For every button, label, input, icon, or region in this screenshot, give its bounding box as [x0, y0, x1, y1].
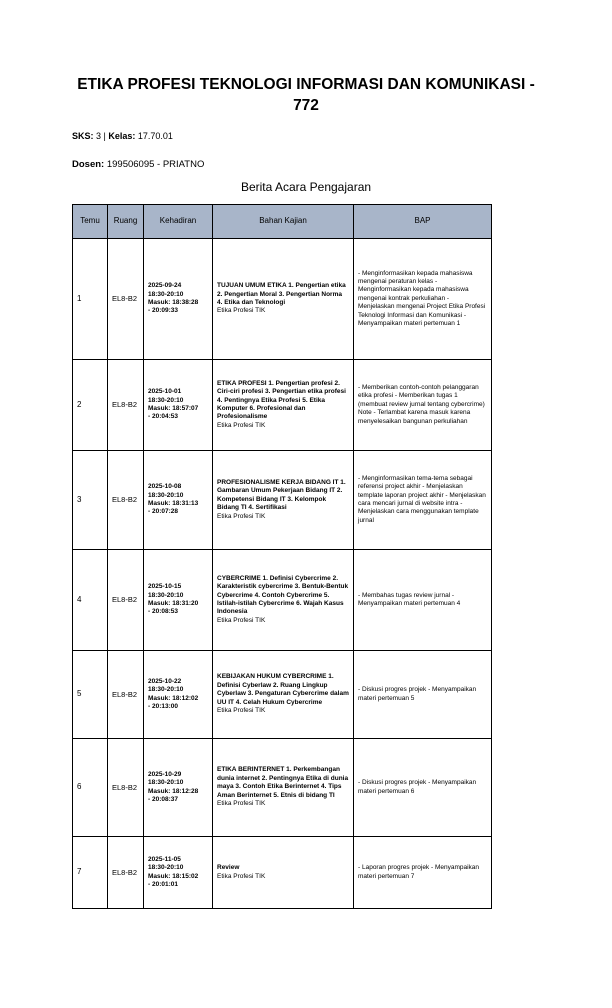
kehadiran-line: Masuk: 18:12:28 [148, 787, 199, 795]
kehadiran-line: - 20:04:53 [148, 413, 178, 421]
kehadiran-line: - 20:07:28 [148, 508, 178, 516]
kehadiran-line: 2025-11-05 [148, 855, 181, 863]
cell-temu: 1 [73, 239, 108, 360]
header-bahan-kajian: Bahan Kajian [213, 205, 354, 239]
table-row [73, 451, 492, 550]
cell-bap: - Memberikan contoh-contoh pelanggaran etika profesi - Memberikan tugas 1 (membuat review jurnal tentang cybercrime) Note - Terlambat karena masuk karena menyelesaikan bangunan perkuliahan [354, 360, 492, 451]
table-header-row [73, 205, 492, 239]
cell-bahan-kajian [213, 651, 354, 739]
kehadiran-line: Masuk: 18:57:07 [148, 405, 199, 412]
kehadiran-line: Masuk: 18:12:02 [148, 694, 199, 702]
header-kehadiran: Kehadiran [144, 205, 213, 239]
cell-kehadiran [144, 451, 213, 550]
cell-bahan-kajian [213, 837, 354, 909]
kelas-value: 17.70.01 [135, 131, 173, 141]
cell-bap: - Membahas tugas review jurnal - Menyampaikan materi pertemuan 4 [354, 550, 492, 651]
cell-temu: 7 [73, 837, 108, 909]
kehadiran-line: - 20:09:33 [148, 307, 178, 315]
kehadiran-line: 18:30-20:10 [148, 779, 184, 787]
cell-kehadiran [144, 837, 213, 909]
course-category: Etika Profesi TIK [217, 512, 266, 520]
cell-ruang: EL8-B2 [108, 550, 144, 651]
cell-bap: - Diskusi progres projek - Menyampaikan materi pertemuan 6 [354, 739, 492, 837]
kehadiran-line: Masuk: 18:31:13 [148, 500, 199, 507]
kehadiran-line: 18:30-20:10 [148, 686, 184, 694]
header-bap: BAP [354, 205, 492, 239]
cell-bap: - Laporan progres projek - Menyampaikan materi pertemuan 7 [354, 837, 492, 909]
cell-bahan-kajian [213, 550, 354, 651]
kehadiran-line: 2025-09-24 [148, 282, 182, 290]
cell-kehadiran [144, 651, 213, 739]
kehadiran-line: Masuk: 18:31:20 [148, 600, 199, 607]
document-title: ETIKA PROFESI TEKNOLOGI INFORMASI DAN KOMUNIKASI - 772 [77, 76, 535, 114]
topic-text: PROFESIONALISME KERJA BIDANG IT 1. Gambaran Umum Pekerjaan Bidang IT 2. Kompetensi Bidang IT 3. Kelompok Bidang TI 4. Sertifikasi [217, 478, 346, 512]
kehadiran-line: 2025-10-08 [148, 483, 182, 491]
kehadiran-line: Masuk: 18:38:28 [148, 299, 199, 306]
kehadiran-line: Masuk: 18:15:02 [148, 872, 199, 880]
cell-bap: - Menginformasikan tema-tema sebagai referensi project akhir - Menjelaskan template laporan project akhir - Menjelaskan cara mencari jurnal di website intra - Menjelaskan cara menggunakan template jurnal [354, 451, 492, 550]
table-row [73, 550, 492, 651]
cell-kehadiran [144, 550, 213, 651]
teaching-record-table [72, 204, 492, 909]
sks-value: 3 | [93, 131, 109, 141]
kelas-label: Kelas: [108, 131, 136, 141]
dosen-value: 199506095 - PRIATNO [104, 159, 205, 170]
course-category: Etika Profesi TIK [217, 872, 266, 880]
topic-text: Review [217, 864, 240, 872]
kehadiran-line: - 20:08:53 [148, 608, 178, 616]
table-row [73, 837, 492, 909]
header-ruang: Ruang [108, 205, 144, 239]
cell-ruang: EL8-B2 [108, 360, 144, 451]
course-info [72, 131, 173, 142]
cell-ruang: EL8-B2 [108, 651, 144, 739]
kehadiran-line: 2025-10-15 [148, 583, 182, 591]
cell-bahan-kajian [213, 739, 354, 837]
cell-bap: - Diskusi progres projek - Menyampaikan materi pertemuan 5 [354, 651, 492, 739]
topic-text: ETIKA PROFESI 1. Pengertian profesi 2. Ciri-ciri profesi 3. Pengertian etika profesi 4. Pentingnya Etika Profesi 5. Etika Komputer 6. Profesional dan Profesionalisme [217, 379, 346, 421]
cell-ruang: EL8-B2 [108, 837, 144, 909]
topic-text: CYBERCRIME 1. Definisi Cybercrime 2. Karakteristik cybercrime 3. Bentuk-Bentuk Cybercrime 4. Contoh Cybercrime 5. Istilah-istilah Cybercrime 6. Wajah Kasus Indonesia [217, 574, 349, 616]
table-body [73, 239, 492, 909]
table-row [73, 651, 492, 739]
table-row [73, 360, 492, 451]
cell-kehadiran [144, 360, 213, 451]
section-title: Berita Acara Pengajaran [240, 180, 372, 194]
cell-bap: - Menginformasikan kepada mahasiswa mengenai peraturan kelas - Menginformasikan kepada mahasiswa mengenai kontrak perkuliahan - Menjelaskan mengenai Project Etika Profesi Teknologi Informasi dan Komunikasi - Menyampaikan materi pertemuan 1 [354, 239, 492, 360]
course-category: Etika Profesi TIK [217, 307, 266, 315]
cell-temu: 4 [73, 550, 108, 651]
cell-temu: 5 [73, 651, 108, 739]
cell-bahan-kajian [213, 451, 354, 550]
kehadiran-line: 18:30-20:10 [148, 591, 184, 599]
kehadiran-line: 18:30-20:10 [148, 864, 184, 872]
topic-text: KEBIJAKAN HUKUM CYBERCRIME 1. Definisi Cyberlaw 2. Ruang Lingkup Cyberlaw 3. Pengaturan Cybercrime dalam UU IT 4. Celah Hukum Cybercrime [217, 673, 349, 706]
cell-kehadiran [144, 739, 213, 837]
cell-temu: 2 [73, 360, 108, 451]
cell-ruang: EL8-B2 [108, 239, 144, 360]
kehadiran-line: 2025-10-01 [148, 388, 182, 396]
cell-ruang: EL8-B2 [108, 739, 144, 837]
cell-kehadiran [144, 239, 213, 360]
course-category: Etika Profesi TIK [217, 421, 266, 429]
table-row [73, 239, 492, 360]
course-category: Etika Profesi TIK [217, 800, 266, 808]
kehadiran-line: 18:30-20:10 [148, 491, 184, 499]
kehadiran-line: - 20:13:00 [148, 702, 178, 710]
topic-text: ETIKA BERINTERNET 1. Perkembangan dunia internet 2. Pentingnya Etika di dunia maya 3. Contoh Etika Berinternet 4. Tips Aman Berinternet 5. Etnis di bidang TI [217, 766, 349, 799]
course-category: Etika Profesi TIK [217, 707, 266, 715]
sks-label: SKS: [72, 131, 94, 141]
cell-ruang: EL8-B2 [108, 451, 144, 550]
kehadiran-line: 18:30-20:10 [148, 396, 184, 404]
dosen-label: Dosen: [72, 159, 105, 170]
topic-text: TUJUAN UMUM ETIKA 1. Pengertian etika 2. Pengertian Moral 3. Pengertian Norma 4. Etika dan Teknologi [217, 282, 346, 306]
header-temu: Temu [73, 205, 108, 239]
kehadiran-line: 2025-10-29 [148, 770, 182, 778]
kehadiran-line: - 20:01:01 [148, 880, 178, 888]
cell-temu: 6 [73, 739, 108, 837]
table-row [73, 739, 492, 837]
cell-bahan-kajian [213, 360, 354, 451]
kehadiran-line: - 20:08:37 [148, 795, 178, 803]
kehadiran-line: 2025-10-22 [148, 677, 182, 685]
lecturer-info [72, 159, 204, 170]
course-category: Etika Profesi TIK [217, 616, 266, 624]
kehadiran-line: 18:30-20:10 [148, 290, 184, 298]
cell-temu: 3 [73, 451, 108, 550]
cell-bahan-kajian [213, 239, 354, 360]
